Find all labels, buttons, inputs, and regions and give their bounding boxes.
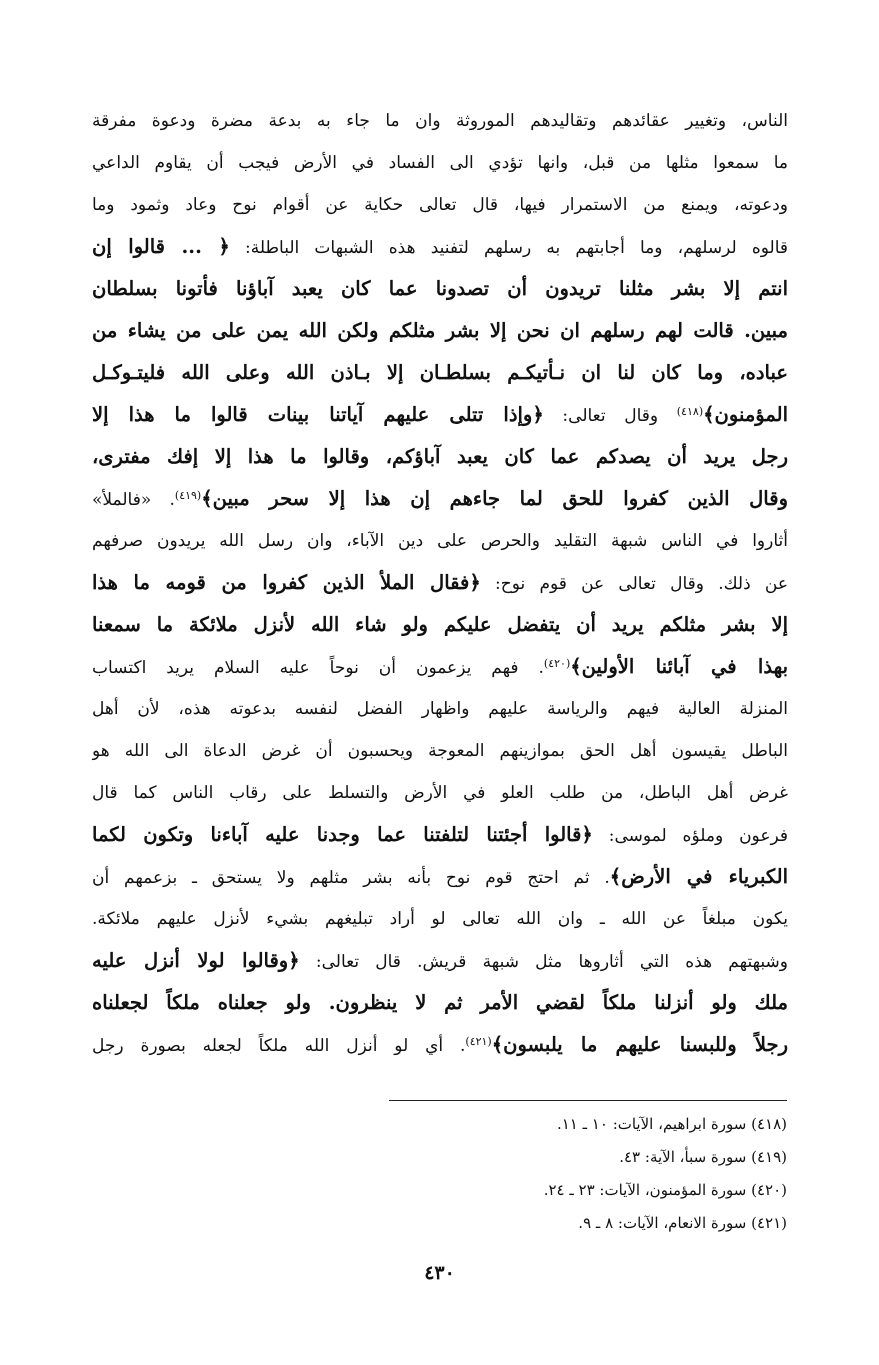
text-line	[92, 772, 788, 814]
text-line	[92, 100, 788, 142]
text-line	[92, 730, 788, 772]
text-line	[92, 142, 788, 184]
text-line	[92, 226, 788, 268]
footnote-ref: (٤١٩)	[174, 489, 202, 502]
text-line	[92, 982, 788, 1024]
text-segment: المنزلة العالية فيهم والرياسة عليهم واظهار الفضل لنفسه بدعوته هذه، لأن أهل	[92, 699, 788, 719]
text-line	[92, 268, 788, 310]
text-line	[92, 646, 788, 688]
text-line	[92, 520, 788, 562]
text-line	[92, 898, 788, 940]
quran-quote: عباده، وما كان لنا ان نـأتيكـم بسلطـان إلا بـاذن الله وعلى الله فليتـوكـل	[92, 361, 788, 384]
text-line	[92, 394, 788, 436]
quran-quote: ﴿وقالوا لولا أنزل عليه	[92, 949, 300, 972]
quran-quote: إلا بشر مثلكم يريد أن يتفضل عليكم ولو شاء الله لأنزل ملائكة ما سمعنا	[92, 613, 788, 636]
text-segment: أثاروا في الناس شبهة التقليد والحرص على دين الآباء، وان رسل الله يريدون صرفهم	[92, 531, 788, 551]
quran-quote: انتم إلا بشر مثلنا تريدون أن تصدونا عما كان يعبد آباؤنا فأتونا بسلطان	[92, 277, 788, 300]
text-line	[92, 478, 788, 520]
text-line	[92, 856, 788, 898]
text-line	[92, 352, 788, 394]
quran-quote: رجلاً وللبسنا عليهم ما يلبسون﴾	[491, 1033, 788, 1056]
footnote: (٤٢١) سورة الانعام، الآيات: ٨ ـ ٩.	[578, 1214, 787, 1232]
text-line	[92, 940, 788, 982]
main-text	[92, 100, 788, 1066]
text-segment: . «فالملأ»	[92, 490, 175, 510]
quran-quote: بهذا في آبائنا الأولين﴾	[570, 655, 788, 678]
quran-quote: ﴿فقال الملأ الذين كفروا من قومه ما هذا	[92, 571, 481, 594]
footnote-ref: (٤٢١)	[465, 1035, 492, 1048]
quran-quote: رجل يريد أن يصدكم عما كان يعبد آباؤكم، وقالوا ما هذا إلا إفك مفترى،	[92, 445, 788, 468]
text-line	[92, 310, 788, 352]
text-segment: غرض أهل الباطل، من طلب العلو في الأرض والتسلط على رقاب الناس كما قال	[92, 783, 788, 803]
text-segment: يكون مبلغاً عن الله ـ وان الله تعالى لو أراد تبليغهم بشيء لأنزل عليهم ملائكة.	[92, 909, 788, 929]
text-segment: وشبهتهم هذه التي أثاروها مثل شبهة قريش. قال تعالى:	[299, 952, 788, 972]
text-segment: الناس، وتغيير عقائدهم وتقاليدهم الموروثة وان ما جاء به بدعة مضرة ودعوة مفرقة	[92, 111, 788, 131]
quran-quote: وقال الذين كفروا للحق لما جاءهم إن هذا إلا سحر مبين﴾	[201, 487, 788, 510]
text-segment: . أي لو أنزل الله ملكاً لجعله بصورة رجل	[92, 1036, 466, 1056]
text-line	[92, 1024, 788, 1066]
text-line	[92, 184, 788, 226]
quran-quote: ﴿وإذا تتلى عليهم آياتنا بينات قالوا ما هذا إلا	[92, 403, 544, 426]
text-line	[92, 604, 788, 646]
footnote: (٤١٩) سورة سبأ، الآية: ٤٣.	[619, 1148, 787, 1166]
footnote-ref: (٤٢٠)	[543, 657, 571, 670]
quran-quote: ﴿قالوا أجئتنا لتلفتنا عما وجدنا عليه آباءنا وتكون لكما	[92, 823, 593, 846]
text-line	[92, 436, 788, 478]
text-line	[92, 562, 788, 604]
quran-quote: ملك ولو أنزلنا ملكاً لقضي الأمر ثم لا ينظرون. ولو جعلناه ملكاً لجعلناه	[92, 991, 788, 1014]
text-segment: . فهم يزعمون أن نوحاً عليه السلام يريد اكتساب	[92, 658, 544, 678]
text-segment: الباطل يقيسون أهل الحق بموازينهم المعوجة ويحسبون أن غرض الدعاة الى الله هو	[92, 741, 788, 761]
text-segment: قالوه لرسلهم، وما أجابتهم به رسلهم لتفنيد هذه الشبهات الباطلة:	[229, 238, 788, 258]
footnotes	[287, 1108, 787, 1240]
quran-quote: الكبرياء في الأرض﴾	[609, 865, 788, 888]
footnote-ref: (٤١٨)	[676, 405, 704, 418]
text-segment: عن ذلك. وقال تعالى عن قوم نوح:	[480, 574, 788, 594]
footnote: (٤٢٠) سورة المؤمنون، الآيات: ٢٣ ـ ٢٤.	[543, 1181, 787, 1199]
text-segment: ما سمعوا مثلها من قبل، وانها تؤدي الى الفساد في الأرض فيجب أن يقاوم الداعي	[92, 153, 788, 173]
quran-quote: المؤمنون﴾	[703, 403, 788, 426]
quran-quote: مبين. قالت لهم رسلهم ان نحن إلا بشر مثلكم ولكن الله يمن على من يشاء من	[92, 319, 788, 342]
footnote-separator	[389, 1100, 787, 1101]
page-number: ٤٣٠	[424, 1262, 455, 1284]
text-segment: فرعون وملؤه لموسى:	[592, 826, 788, 846]
footnote: (٤١٨) سورة ابراهيم، الآيات: ١٠ ـ ١١.	[556, 1115, 787, 1133]
text-segment: وقال تعالى:	[543, 406, 677, 426]
text-line	[92, 814, 788, 856]
quran-quote: ﴿ ... قالوا إن	[92, 235, 230, 258]
text-line	[92, 688, 788, 730]
text-segment: . ثم احتج قوم نوح بأنه بشر مثلهم ولا يستحق ـ بزعمهم أن	[92, 868, 610, 888]
text-segment: ودعوته، ويمنع من الاستمرار فيها، قال تعالى حكاية عن أقوام نوح وعاد وثمود وما	[92, 195, 788, 215]
